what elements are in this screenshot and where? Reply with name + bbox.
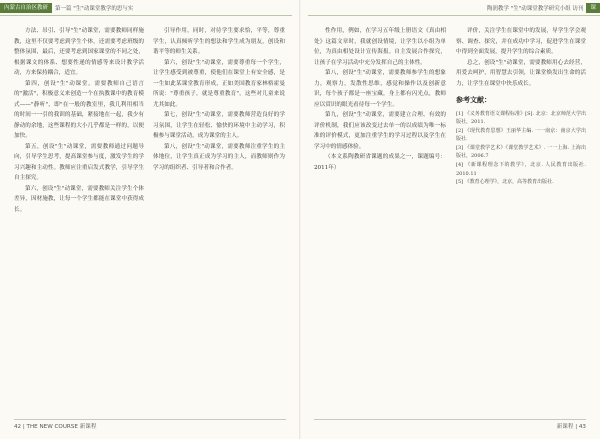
paragraph: 第六，创设"生"动课堂，需要教师关注学生个体差异，因材施教，让每一个学生都能在课堂中获得成长。 [14, 185, 144, 213]
paragraph: 第六，创设"生"动课堂，需要尊重每一个学生，让学生感受到被尊重，使他们在课堂上有安全感，是一生如此某课堂教育形成，正如美国教育家林格霍曼所说："尊重孩子，就是尊重教育"，这些对儿童来说尤其如此。 [153, 59, 285, 108]
article-column-2 [153, 26, 285, 173]
references-title: 参考文献： [456, 96, 491, 104]
footer-rule-left [14, 419, 286, 420]
reference-item: [1] 《义务教育语文课程标准》[S]. 北京：北京师范大学出版社，2011. [456, 110, 586, 126]
reference-item: [3] 《课堂教学艺术》《课堂教学艺术》. 一一上海. 上海出版社，2006.7 [456, 144, 586, 160]
header-right-title: 陶润教学 "生"动课堂教学研究小组 访刊 [486, 6, 584, 12]
header-rule-left [0, 15, 292, 16]
paragraph: 评价，关注学生在课堂中的发展，导学生学会观察、调查、探究，并在成功中学习，促进学生在课堂中得到全面发展，提升学生的综合素质。 [456, 28, 586, 55]
footer-rule-right [314, 419, 586, 420]
article-column-4 [456, 26, 586, 187]
header-rule-right [308, 15, 600, 16]
header-right [487, 3, 600, 13]
footer-left-page-number: 42 | THE NEW COURSE 新课程 [14, 424, 97, 430]
article-column-3 [314, 26, 446, 173]
article-column-1 [14, 26, 144, 215]
paragraph: 引导作用，同时，对待学生要求恰，平等，尊重学生，认真倾听学生的想法和学生成为朋友，创设和谐平等的师生关系。 [153, 28, 285, 55]
paragraph: 第八，创设"生"动课堂，需要教师参学生的想象力，观察力，发散性思维，感觉和操作以及创新意识，每个孩子都是一座宝藏，身上都有闪光点，教师应以赏识的眼光看待每一个学生。 [314, 70, 446, 108]
header-left-tag: 內蒙古自治区教研 [0, 3, 52, 13]
header-right-tag: 课 [586, 3, 600, 13]
paragraph: 性作用，例如，在学习五年级上册语文《真由相处》这篇文章时，我就创设情境，让学生以小组为单位，为真由相处设计宣传海报。自主发展合作探究，让孩子在学习活动中充分发挥自己的主体性。 [314, 28, 446, 66]
header-left [0, 3, 133, 13]
page-gutter [299, 0, 301, 439]
reference-item: [4] 《新课程理念下的教学》，北京. 人民教育出版社. 2010.11 [456, 162, 586, 177]
paragraph: （本文系陶教研省课题的成果之一，课题编号：2011年） [314, 154, 446, 171]
paragraph: 第五，创设"生"动课堂，需要教师通过问题导向，引导学生思考，提高课堂参与度，激发学生的学习兴趣和主动性。教师应注重启发式教学，引导学生自主探究。 [14, 143, 144, 181]
paragraph: 总之，创设"生"动课堂，需要教师用心去经营，用爱去呵护，用智慧去引领，让课堂焕发出生命的活力，让学生在课堂中快乐成长。 [456, 59, 586, 87]
paragraph: 第八，创设"生"动课堂，需要教师注重学生的主体地位，让学生真正成为学习的主人，而教师则作为学习的组织者、引导者和合作者。 [153, 143, 285, 171]
reference-item: [5] 《教育心理学》，北京，高等教育出版社. [456, 179, 554, 186]
paragraph: 第九，创设"生"动课堂，需要建立合理、有效的评价机制，我们应该改变过去单一的以成绩为唯一标准的评价模式，更加注重学生的学习过程以及学生在学习中的情感体验。 [314, 112, 446, 150]
header-left-title: 第一篇 "生"动课堂教学的思与实 [55, 6, 134, 12]
paragraph: 第七，创设"生"动课堂，需要教师营造良好的学习氛围，让学生在轻松、愉快的环境中主动学习，积极参与课堂活动，成为课堂的主人。 [153, 112, 285, 139]
footer-right-page-number: 新课程 | 43 [556, 424, 586, 430]
paragraph: 方法、吊引、引导"生"动课堂，需要教师同样施教，这里不仅要考虑到学生个体，还需要考虑班级的整体氛围，最后，还要考虑到国家课堂的不同之处，根据课文的体系、想要性递的情感等来设计教学活动，方来保持耦合，适宜。 [14, 28, 144, 76]
reference-item: [2] 《现代教育思想》王丽华主编. 一一南京：南京大学出版社. [456, 127, 586, 143]
paragraph: 第四，创设"生"动课堂，需要教师自己语言的"激活"，积极意义来创造一个在执教课中的教育模式——"静听"，即"在一般的教室里，我几利用相当的时间一一引的我训的基础，紧接地在一起，我少有静动的余地，这些课程的大小几乎都是一样的，以便加快。 [14, 80, 144, 139]
